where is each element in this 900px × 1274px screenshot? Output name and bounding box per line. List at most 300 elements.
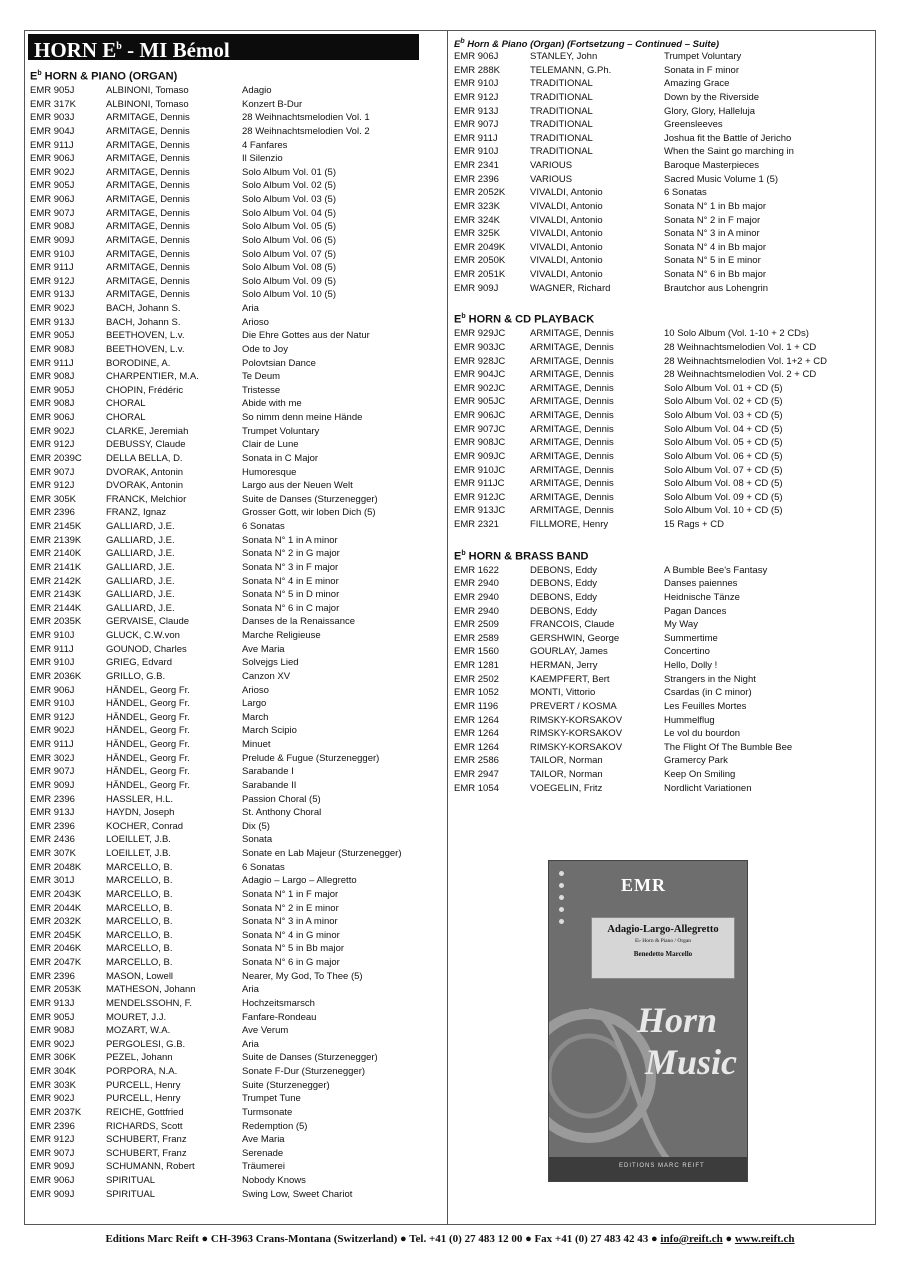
catalog-number: EMR 913J	[30, 997, 75, 1009]
catalog-number: EMR 904J	[30, 125, 75, 137]
catalog-row	[28, 1147, 443, 1161]
title: My Way	[664, 619, 698, 631]
title: 6 Sonatas	[242, 521, 285, 532]
composer: CHORAL	[106, 398, 146, 410]
catalog-number: EMR 912J	[30, 1134, 75, 1146]
catalog-number: EMR 2586	[454, 755, 499, 767]
catalog-row	[452, 327, 872, 341]
title: 28 Weihnachtsmelodien Vol. 1 + CD	[664, 341, 817, 353]
title: Solo Album Vol. 03 + CD (5)	[664, 410, 783, 421]
title: Sonata in C Major	[242, 452, 319, 464]
catalog-number: EMR 2341	[454, 160, 499, 171]
composer: MOZART, W.A.	[106, 1025, 171, 1037]
catalog-number: EMR 905J	[30, 85, 75, 96]
title: Sonate en Lab Majeur (Sturzenegger)	[242, 848, 402, 859]
cover-publisher: EDITIONS MARC REIFT	[619, 1163, 705, 1169]
composer: MARCELLO, B.	[106, 916, 173, 928]
title: Strangers in the Night	[664, 673, 756, 685]
catalog-row	[452, 355, 872, 369]
catalog-row	[452, 268, 872, 282]
title: Solo Album Vol. 08 (5)	[242, 262, 336, 274]
catalog-row	[28, 316, 443, 330]
composer: DVORAK, Antonin	[106, 466, 184, 478]
catalog-row	[452, 436, 872, 450]
composer: TRADITIONAL	[530, 105, 593, 117]
title: Dix (5)	[242, 820, 270, 832]
catalog-number: EMR 2039C	[30, 452, 82, 464]
composer: HÄNDEL, Georg Fr.	[106, 779, 190, 791]
title: Les Feuilles Mortes	[664, 700, 747, 712]
catalog-row	[452, 50, 872, 64]
footer-web-link[interactable]: www.reift.ch	[734, 1233, 795, 1245]
composer: PREVERT / KOSMA	[530, 700, 617, 712]
catalog-number: EMR 910J	[30, 248, 75, 260]
composer: ARMITAGE, Dennis	[106, 112, 190, 124]
catalog-row	[28, 506, 443, 520]
catalog-row	[28, 438, 443, 452]
catalog-row	[28, 1024, 443, 1038]
composer: GRILLO, G.B.	[106, 670, 166, 682]
title: 6 Sonatas	[242, 861, 285, 873]
composer: ARMITAGE, Dennis	[530, 450, 614, 462]
title: Träumerei	[242, 1161, 285, 1173]
composer: ARMITAGE, Dennis	[530, 355, 614, 367]
banner-title: HORN E	[34, 38, 117, 62]
composer: RIMSKY-KORSAKOV	[530, 741, 623, 753]
catalog-row	[28, 588, 443, 602]
title: Swing Low, Sweet Chariot	[242, 1188, 353, 1200]
catalog-number: EMR 1052	[454, 687, 499, 699]
catalog-row	[28, 1160, 443, 1174]
title: Greensleeves	[664, 119, 723, 131]
catalog-row	[28, 752, 443, 766]
catalog-number: EMR 908J	[30, 1025, 75, 1037]
catalog-row	[452, 423, 872, 437]
cover-composer: Benedetto Marcello	[633, 950, 693, 958]
title: Solo Album Vol. 10 (5)	[242, 289, 336, 301]
catalog-row	[28, 452, 443, 466]
composer: VARIOUS	[530, 173, 573, 185]
composer: STANLEY, John	[530, 51, 598, 62]
composer: ARMITAGE, Dennis	[530, 328, 614, 340]
title: Sonata N° 1 in F major	[242, 888, 339, 900]
catalog-row	[452, 368, 872, 382]
composer: HÄNDEL, Georg Fr.	[106, 766, 190, 778]
composer: ARMITAGE, Dennis	[106, 221, 190, 233]
title: Ave Maria	[242, 1134, 285, 1146]
section-heading-cd-playback: $E^b$ HORN & CD PLAYBACK	[454, 313, 595, 326]
title: Summertime	[664, 632, 718, 644]
composer: BACH, Johann S.	[106, 303, 181, 314]
title: Hummelflug	[664, 714, 715, 726]
catalog-row	[28, 929, 443, 943]
composer: HÄNDEL, Georg Fr.	[106, 698, 190, 710]
composer: PERGOLESI, G.B.	[106, 1038, 186, 1050]
catalog-number: EMR 906J	[30, 153, 75, 165]
catalog-row	[452, 754, 872, 768]
composer: CLARKE, Jeremiah	[106, 425, 189, 437]
catalog-number: EMR 324K	[454, 214, 500, 226]
catalog-number: EMR 908JC	[454, 437, 506, 449]
title: Trumpet Tune	[242, 1093, 301, 1105]
catalog-row	[28, 697, 443, 711]
catalog-number: EMR 2043K	[30, 888, 82, 900]
catalog-number: EMR 2321	[454, 519, 499, 530]
title: Sonata N° 6 in C major	[242, 602, 340, 614]
catalog-number: EMR 2502	[454, 673, 499, 685]
composer: TAILOR, Norman	[530, 769, 603, 780]
composer: REICHE, Gottfried	[106, 1106, 184, 1118]
catalog-row	[28, 1038, 443, 1052]
footer-contact: Editions Marc Reift ● CH-3963 Crans-Montana (Switzerland) ● Tel. +41 (0) 27 483 12 00 ● Fax +41 (0) 27 483 42 43 ● info@reift.ch ● www.reift.ch	[105, 1233, 795, 1245]
catalog-number: EMR 905JC	[454, 396, 506, 408]
composer: TELEMANN, G.Ph.	[530, 64, 612, 76]
catalog-number: EMR 323K	[454, 200, 500, 212]
catalog-row	[452, 700, 872, 714]
catalog-row	[28, 888, 443, 902]
section-heading-continued: $E^b$ Horn & Piano (Organ) (Fortsetzung – Continued – Suite)	[454, 38, 720, 51]
catalog-number: EMR 907JC	[454, 423, 506, 435]
title: Solo Album Vol. 09 + CD (5)	[664, 491, 783, 503]
catalog-row	[452, 395, 872, 409]
catalog-number: EMR 2396	[30, 507, 75, 519]
title: Sonata N° 1 in A minor	[242, 534, 338, 546]
catalog-row	[28, 970, 443, 984]
title: Largo	[242, 698, 267, 710]
catalog-row	[452, 464, 872, 478]
catalog-row	[452, 227, 872, 241]
composer: ARMITAGE, Dennis	[530, 478, 614, 490]
composer: VIVALDI, Antonio	[530, 228, 603, 240]
composer: MOURET, J.J.	[106, 1011, 167, 1023]
catalog-number: EMR 905J	[30, 384, 75, 396]
catalog-row	[28, 833, 443, 847]
title: Te Deum	[242, 371, 281, 383]
composer: HÄNDEL, Georg Fr.	[106, 711, 190, 723]
title: Solo Album Vol. 07 + CD (5)	[664, 464, 783, 476]
catalog-number: EMR 902J	[30, 1093, 75, 1105]
catalog-row	[28, 1188, 443, 1202]
composer: ARMITAGE, Dennis	[106, 234, 190, 246]
catalog-row	[28, 111, 443, 125]
composer: PEZEL, Johann	[106, 1052, 173, 1064]
catalog-row	[28, 425, 443, 439]
catalog-row	[452, 645, 872, 659]
composer: SCHUBERT, Franz	[106, 1134, 187, 1146]
title: Solo Album Vol. 03 (5)	[242, 194, 336, 205]
catalog-number: EMR 1281	[454, 660, 499, 671]
footer-email-link[interactable]: info@reift.ch	[660, 1233, 723, 1245]
composer: KAEMPFERT, Bert	[530, 673, 610, 685]
catalog-row	[452, 673, 872, 687]
catalog-number: EMR 2940	[454, 591, 499, 603]
composer: ARMITAGE, Dennis	[106, 166, 190, 178]
catalog-row	[28, 302, 443, 316]
catalog-number: EMR 909JC	[454, 450, 506, 462]
catalog-row	[452, 145, 872, 159]
title: Solo Album Vol. 04 (5)	[242, 207, 336, 219]
catalog-row	[28, 248, 443, 262]
catalog-row	[28, 520, 443, 534]
catalog-number: EMR 2047K	[30, 957, 82, 968]
composer: ARMITAGE, Dennis	[530, 341, 614, 353]
title: Nearer, My God, To Thee (5)	[242, 970, 363, 982]
composer: DEBONS, Eddy	[530, 605, 598, 617]
composer: ALBINONI, Tomaso	[106, 98, 189, 110]
composer: PORPORA, N.A.	[106, 1066, 178, 1077]
catalog-number: EMR 2045K	[30, 929, 82, 941]
composer: CHOPIN, Frédéric	[106, 384, 184, 396]
title: Sonata N° 6 in Bb major	[664, 269, 767, 280]
composer: ARMITAGE, Dennis	[106, 289, 190, 301]
title: Hochzeitsmarsch	[242, 997, 315, 1009]
catalog-row	[28, 765, 443, 779]
composer: BORODINE, A.	[106, 357, 171, 369]
title: A Bumble Bee's Fantasy	[664, 564, 768, 576]
composer: HÄNDEL, Georg Fr.	[106, 725, 190, 737]
composer: CHORAL	[106, 412, 146, 423]
composer: ARMITAGE, Dennis	[530, 437, 614, 449]
catalog-number: EMR 325K	[454, 228, 500, 240]
title: Solo Album Vol. 10 + CD (5)	[664, 505, 783, 517]
album-cover-image	[548, 860, 748, 1182]
catalog-number: EMR 909J	[30, 779, 75, 791]
catalog-row	[28, 1106, 443, 1120]
catalog-number: EMR 910J	[454, 146, 499, 158]
catalog-number: EMR 903JC	[454, 341, 506, 353]
catalog-row	[28, 793, 443, 807]
composer: ARMITAGE, Dennis	[106, 153, 190, 165]
catalog-number: EMR 1560	[454, 646, 499, 658]
catalog-number: EMR 1196	[454, 700, 499, 712]
catalog-row	[28, 1092, 443, 1106]
catalog-row	[28, 166, 443, 180]
title: Ave Verum	[242, 1025, 289, 1037]
left-column	[28, 34, 443, 1201]
composer: TRADITIONAL	[530, 119, 593, 131]
title: St. Anthony Choral	[242, 807, 322, 819]
composer: ARMITAGE, Dennis	[530, 369, 614, 381]
catalog-row	[28, 179, 443, 193]
catalog-row	[28, 874, 443, 888]
catalog-number: EMR 1264	[454, 714, 499, 726]
title: Passion Choral (5)	[242, 793, 321, 805]
composer: GALLIARD, J.E.	[106, 589, 175, 601]
catalog-number: EMR 902JC	[454, 382, 506, 394]
composer: FRANCK, Melchior	[106, 493, 187, 505]
composer: BEETHOVEN, L.v.	[106, 343, 185, 355]
catalog-row	[28, 152, 443, 166]
catalog-number: EMR 911J	[30, 357, 74, 369]
catalog-row	[28, 370, 443, 384]
catalog-number: EMR 1264	[454, 741, 499, 753]
title: Polovtsian Dance	[242, 357, 316, 369]
catalog-number: EMR 2139K	[30, 534, 82, 546]
catalog-row	[452, 714, 872, 728]
catalog-row	[452, 477, 872, 491]
composer: PURCELL, Henry	[106, 1079, 181, 1091]
catalog-row	[28, 493, 443, 507]
catalog-number: EMR 907J	[30, 207, 75, 219]
catalog-number: EMR 911J	[454, 132, 498, 144]
catalog-row	[452, 577, 872, 591]
catalog-row	[452, 173, 872, 187]
decorative-dots	[559, 871, 565, 931]
catalog-row	[28, 397, 443, 411]
catalog-number: EMR 910J	[30, 630, 75, 641]
catalog-list-horn-piano	[28, 84, 443, 1201]
composer: MARCELLO, B.	[106, 943, 173, 955]
catalog-row	[28, 357, 443, 371]
composer: ARMITAGE, Dennis	[530, 382, 614, 394]
composer: GALLIARD, J.E.	[106, 575, 175, 587]
title: Amazing Grace	[664, 78, 730, 90]
catalog-number: EMR 906J	[30, 684, 75, 696]
composer: GOUNOD, Charles	[106, 643, 187, 655]
title: Solo Album Vol. 02 (5)	[242, 180, 336, 192]
title: Csardas (in C minor)	[664, 687, 752, 699]
title: Down by the Riverside	[664, 91, 760, 103]
title: Sonata N° 2 in G major	[242, 548, 340, 560]
composer: RIMSKY-KORSAKOV	[530, 728, 623, 740]
title: Arioso	[242, 684, 269, 696]
composer: GERSHWIN, George	[530, 632, 620, 644]
catalog-number: EMR 907J	[30, 466, 75, 478]
catalog-number: EMR 2037K	[30, 1106, 82, 1118]
composer: GOURLAY, James	[530, 646, 608, 658]
catalog-row	[452, 504, 872, 518]
catalog-number: EMR 902J	[30, 303, 75, 314]
title: Arioso	[242, 316, 269, 328]
catalog-row	[28, 656, 443, 670]
cover-word-music: Music	[645, 1042, 738, 1082]
catalog-number: EMR 2589	[454, 632, 499, 644]
catalog-number: EMR 912J	[30, 439, 75, 451]
catalog-number: EMR 913J	[30, 289, 75, 301]
catalog-row	[452, 450, 872, 464]
composer: SPIRITUAL	[106, 1188, 156, 1200]
composer: DELLA BELLA, D.	[106, 452, 183, 464]
catalog-row	[28, 139, 443, 153]
composer: MASON, Lowell	[106, 970, 174, 982]
composer: GALLIARD, J.E.	[106, 548, 175, 560]
catalog-row	[28, 534, 443, 548]
catalog-number: EMR 2035K	[30, 616, 82, 628]
catalog-row	[28, 547, 443, 561]
catalog-row	[452, 782, 872, 796]
catalog-row	[452, 768, 872, 782]
title: Adagio	[242, 85, 272, 96]
catalog-row	[452, 282, 872, 296]
composer: ARMITAGE, Dennis	[530, 491, 614, 503]
catalog-number: EMR 908J	[30, 398, 75, 410]
catalog-number: EMR 912J	[454, 91, 499, 103]
title: Abide with me	[242, 398, 302, 410]
composer: BEETHOVEN, L.v.	[106, 330, 185, 342]
catalog-number: EMR 910JC	[454, 464, 506, 476]
title: Sonata N° 4 in Bb major	[664, 241, 767, 253]
composer: MARCELLO, B.	[106, 902, 173, 914]
catalog-number: EMR 913J	[30, 807, 75, 819]
catalog-row	[28, 738, 443, 752]
composer: ARMITAGE, Dennis	[530, 410, 614, 421]
composer: TRADITIONAL	[530, 146, 593, 158]
catalog-row	[28, 193, 443, 207]
composer: ARMITAGE, Dennis	[106, 180, 190, 192]
catalog-number: EMR 2142K	[30, 575, 82, 587]
footer-address: Editions Marc Reift ● CH-3963 Crans-Montana (Switzerland) ● Tel. +41 (0) 27 483 12 00 ● Fax +41 (0) 27 483 42 43 ●	[105, 1233, 661, 1245]
composer: TRADITIONAL	[530, 91, 593, 103]
catalog-number: EMR 909J	[454, 282, 499, 294]
catalog-number: EMR 2140K	[30, 548, 82, 560]
title: Joshua fit the Battle of Jericho	[664, 132, 792, 144]
composer: FRANCOIS, Claude	[530, 619, 615, 631]
title: Aria	[242, 984, 259, 996]
composer: GALLIARD, J.E.	[106, 561, 175, 573]
catalog-row	[452, 341, 872, 355]
catalog-row	[452, 241, 872, 255]
catalog-number: EMR 302J	[30, 752, 75, 764]
title: March Scipio	[242, 725, 297, 737]
catalog-row	[28, 84, 443, 98]
catalog-number: EMR 1264	[454, 728, 499, 740]
composer: MARCELLO, B.	[106, 861, 173, 873]
catalog-number: EMR 907J	[30, 766, 75, 778]
title: Solo Album Vol. 05 + CD (5)	[664, 437, 783, 449]
catalog-number: EMR 903J	[30, 112, 75, 124]
title: Sonata N° 5 in Bb major	[242, 943, 345, 955]
catalog-number: EMR 317K	[30, 98, 76, 110]
title: Sacred Music Volume 1 (5)	[664, 173, 779, 185]
composer: VIVALDI, Antonio	[530, 214, 603, 226]
composer: TRADITIONAL	[530, 78, 593, 90]
title: Sonata N° 4 in E minor	[242, 575, 339, 587]
catalog-number: EMR 906J	[30, 1175, 75, 1186]
catalog-row	[452, 659, 872, 673]
catalog-number: EMR 2051K	[454, 269, 506, 280]
composer: ARMITAGE, Dennis	[530, 464, 614, 476]
title: Die Ehre Gottes aus der Natur	[242, 330, 370, 342]
catalog-number: EMR 909J	[30, 1161, 75, 1173]
title: March	[242, 711, 269, 723]
catalog-number: EMR 2143K	[30, 589, 82, 601]
catalog-number: EMR 912JC	[454, 491, 506, 503]
composer: VIVALDI, Antonio	[530, 269, 603, 280]
catalog-row	[28, 997, 443, 1011]
catalog-number: EMR 908J	[30, 221, 75, 233]
catalog-number: EMR 911JC	[454, 478, 505, 490]
catalog-row	[28, 125, 443, 139]
title: Nobody Knows	[242, 1175, 306, 1186]
catalog-number: EMR 2049K	[454, 241, 506, 253]
title: Ave Maria	[242, 643, 285, 655]
catalog-row	[28, 1011, 443, 1025]
catalog-number: EMR 902J	[30, 725, 75, 737]
catalog-number: EMR 905J	[30, 1011, 75, 1023]
catalog-row	[452, 214, 872, 228]
catalog-number: EMR 2396	[30, 820, 75, 832]
title: 28 Weihnachtsmelodien Vol. 1	[242, 112, 370, 124]
catalog-row	[28, 1065, 443, 1079]
catalog-row	[28, 329, 443, 343]
catalog-number: EMR 905J	[30, 330, 75, 342]
title: Trumpet Voluntary	[664, 51, 742, 62]
catalog-number: EMR 2396	[30, 1120, 75, 1132]
catalog-row	[28, 561, 443, 575]
page-banner	[28, 34, 419, 60]
title: Solo Album Vol. 01 (5)	[242, 166, 336, 178]
catalog-number: EMR 2144K	[30, 602, 82, 614]
